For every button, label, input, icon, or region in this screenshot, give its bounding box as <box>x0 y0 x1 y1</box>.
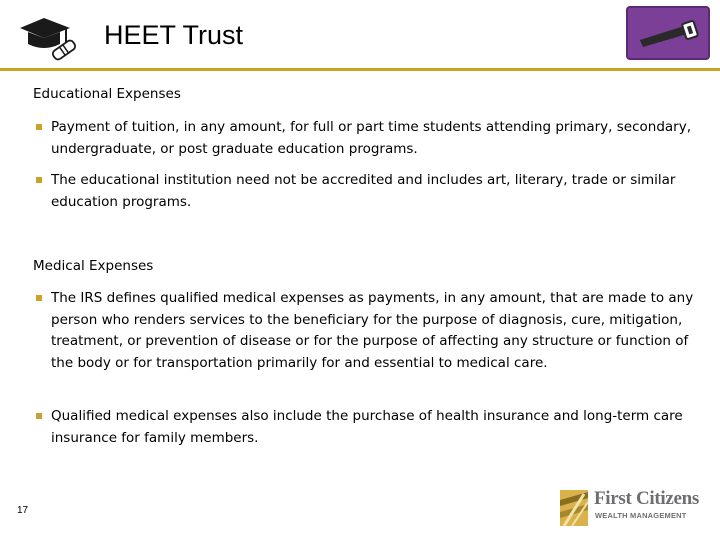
logo-mark-icon <box>558 488 590 528</box>
graduation-cap-diploma-icon <box>14 14 88 64</box>
bullet-marker <box>36 124 42 130</box>
page-number: 17 <box>17 505 29 516</box>
bullet-text: Payment of tuition, in any amount, for full or part time students attending primary, secondary, undergraduate, or post graduate education programs. <box>51 119 691 157</box>
slide-title: HEET Trust <box>104 20 244 50</box>
header-divider <box>0 68 720 71</box>
saw-badge <box>626 6 710 60</box>
bullet-marker <box>36 413 42 419</box>
section-heading-educational: Educational Expenses <box>33 86 181 102</box>
first-citizens-logo <box>558 488 708 530</box>
bullet-item <box>51 406 701 449</box>
bullet-marker <box>36 295 42 301</box>
saw-icon <box>634 14 704 54</box>
logo-name: First Citizens <box>594 488 700 509</box>
bullet-text: The IRS defines qualified medical expenses as payments, in any amount, that are made to any person who renders services to the beneficiary for the purpose of diagnosis, cure, mitigation, treatment, or prevention of disease or for the purpose of affecting any structure or function of the body or for transportation primarily for and essential to medical care. <box>51 290 694 371</box>
logo-tagline: WEALTH MANAGEMENT <box>595 511 687 520</box>
section-heading-medical: Medical Expenses <box>33 258 154 274</box>
bullet-item <box>51 170 701 213</box>
bullet-marker <box>36 177 42 183</box>
bullet-text: Qualified medical expenses also include the purchase of health insurance and long-term care insurance for family members. <box>51 408 683 446</box>
bullet-item <box>51 117 701 160</box>
bullet-text: The educational institution need not be accredited and includes art, literary, trade or similar education programs. <box>51 172 676 210</box>
bullet-item <box>51 288 701 374</box>
